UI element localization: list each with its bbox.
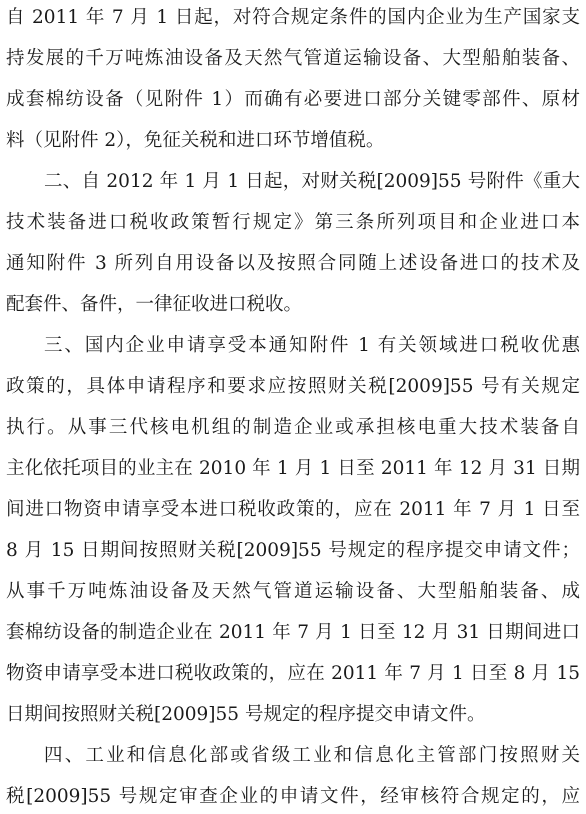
text-line: 通知附件 3 所列自用设备以及按照合同随上述设备进口的技术及	[6, 253, 580, 274]
text-line: 料（见附件 2），免征关税和进口环节增值税。	[6, 130, 385, 151]
paragraph-first-line: 三、国内企业申请享受本通知附件 1 有关领域进口税收优惠	[44, 335, 580, 356]
text-line: 主化依托项目的业主在 2010 年 1 月 1 日至 2011 年 12 月 31 日期	[6, 458, 580, 479]
text-line: 政策的，具体申请程序和要求应按照财关税[2009]55 号有关规定	[6, 376, 580, 397]
paragraph-first-line: 四、工业和信息化部或省级工业和信息化主管部门按照财关	[44, 745, 580, 766]
text-line: 技术装备进口税收政策暂行规定》第三条所列项目和企业进口本	[6, 212, 580, 233]
text-line: 配套件、备件，一律征收进口税收。	[6, 294, 303, 315]
text-line: 自 2011 年 7 月 1 日起，对符合规定条件的国内企业为生产国家支	[6, 7, 580, 28]
text-line: 间进口物资申请享受本进口税收政策的，应在 2011 年 7 月 1 日至	[6, 499, 580, 520]
text-line: 8 月 15 日期间按照财关税[2009]55 号规定的程序提交申请文件；	[6, 540, 580, 561]
text-line: 从事千万吨炼油设备及天然气管道运输设备、大型船舶装备、成	[6, 581, 580, 602]
text-line: 执行。从事三代核电机组的制造企业或承担核电重大技术装备自	[6, 417, 580, 438]
text-line: 成套棉纺设备（见附件 1）而确有必要进口部分关键零部件、原材	[6, 89, 580, 110]
text-line: 持发展的千万吨炼油设备及天然气管道运输设备、大型船舶装备、	[6, 48, 580, 69]
paragraph-first-line: 二、自 2012 年 1 月 1 日起，对财关税[2009]55 号附件《重大	[44, 171, 580, 192]
text-line: 日期间按照财关税[2009]55 号规定的程序提交申请文件。	[6, 704, 486, 725]
text-line: 套棉纺设备的制造企业在 2011 年 7 月 1 日至 12 月 31 日期间进口	[6, 622, 580, 643]
text-line: 物资申请享受本进口税收政策的，应在 2011 年 7 月 1 日至 8 月 15	[6, 663, 580, 684]
text-line: 税[2009]55 号规定审查企业的申请文件，经审核符合规定的，应	[6, 786, 580, 807]
